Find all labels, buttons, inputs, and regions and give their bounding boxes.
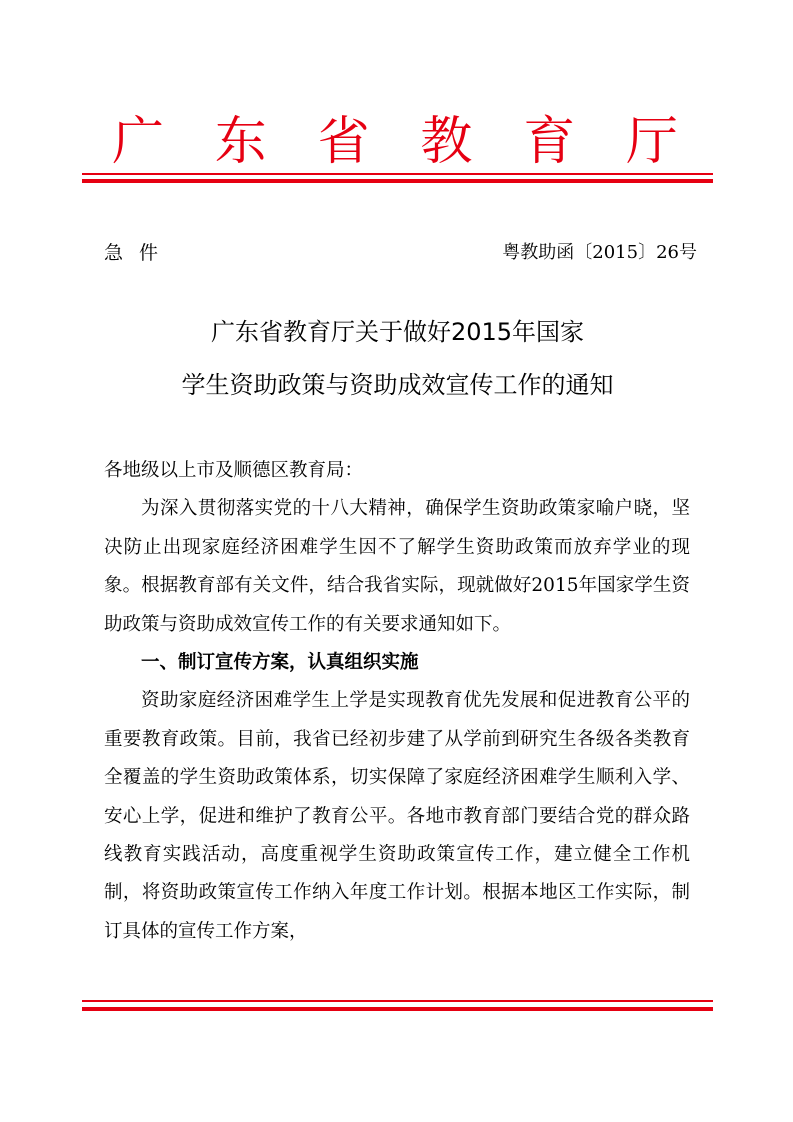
body-paragraph: 为深入贯彻落实党的十八大精神，确保学生资助政策家喻户晓，坚决防止出现家庭经济困难学生因不了解学生资助政策而放弃学业的现象。根据教育部有关文件，结合我省实际，现就做好2015年国家学生资助政策与资助成效宣传工作的有关要求通知如下。 (104, 498, 690, 635)
header-char: 教 (420, 112, 473, 172)
header-divider-thin (82, 173, 713, 175)
section-heading: 一、制订宣传方案，认真组织实施 (141, 652, 419, 674)
document-number: 粤教助函〔2015〕26号 (502, 242, 697, 263)
document-title-line-2: 学生资助政策与资助成效宣传工作的通知 (181, 371, 614, 399)
salutation: 各地级以上市及顺德区教育局： (104, 460, 364, 481)
header-char: 省 (317, 112, 370, 172)
footer-divider-thick (82, 1007, 713, 1011)
document-title-line-1: 广东省教育厅关于做好2015年国家 (210, 318, 585, 346)
header-char: 东 (214, 112, 267, 172)
issuing-authority-header (112, 112, 678, 172)
document-body (104, 452, 690, 951)
header-char: 育 (523, 112, 576, 172)
footer-divider-thin (82, 1000, 713, 1002)
header-char: 厅 (625, 112, 678, 172)
header-char: 广 (112, 112, 165, 172)
header-divider-thick (82, 179, 713, 183)
urgency-label: 急件 (104, 242, 175, 264)
body-paragraph: 资助家庭经济困难学生上学是实现教育优先发展和促进教育公平的重要教育政策。目前，我省已经初步建了从学前到研究生各级各类教育全覆盖的学生资助政策体系，切实保障了家庭经济困难学生顺利入学、安心上学，促进和维护了教育公平。各地市教育部门要结合党的群众路线教育实践活动，高度重视学生资助政策宣传工作，建立健全工作机制，将资助政策宣传工作纳入年度工作计划。根据本地区工作实际，制订具体的宣传工作方案， (104, 690, 690, 942)
